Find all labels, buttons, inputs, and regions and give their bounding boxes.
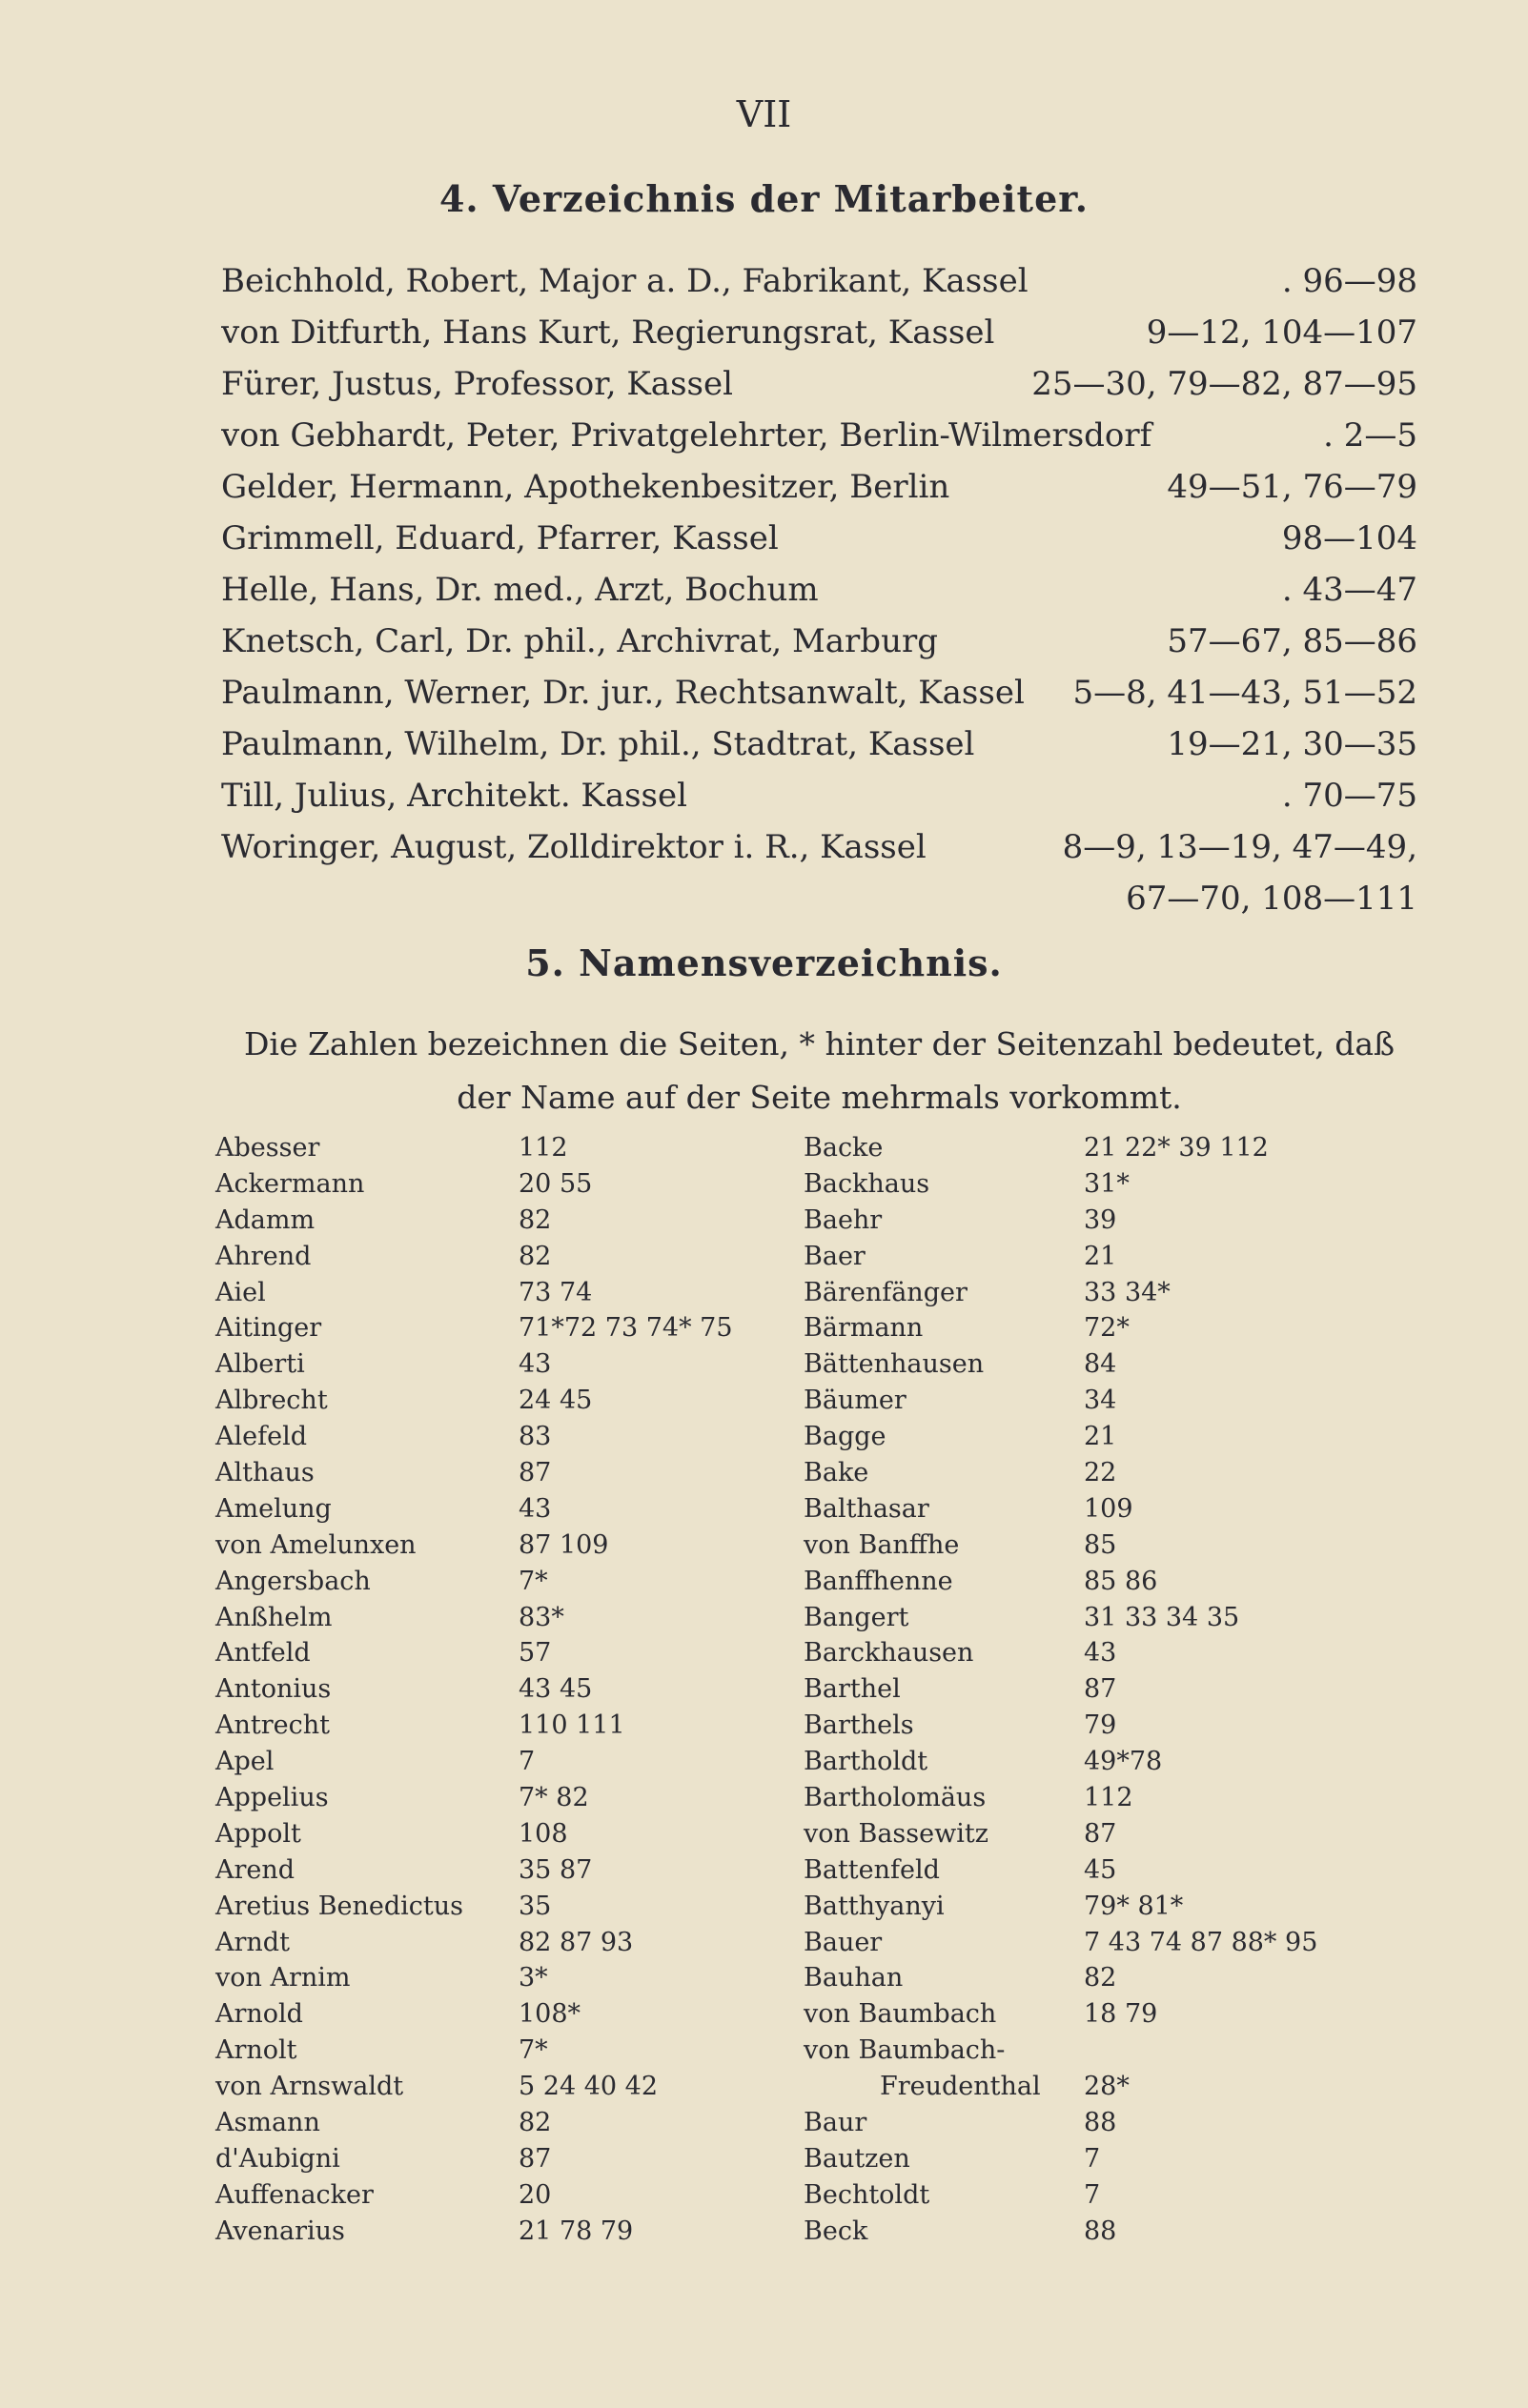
index-entry	[804, 1310, 1452, 1346]
index-entry	[215, 1744, 806, 1780]
index-name: Barckhausen	[804, 1638, 974, 1669]
contributor-name: Knetsch, Carl, Dr. phil., Archivrat, Marburg	[221, 622, 938, 660]
index-name: Baehr	[804, 1204, 883, 1235]
index-pages: 72*	[1084, 1313, 1130, 1344]
index-name: Aiel	[215, 1277, 266, 1307]
index-entry	[215, 2177, 806, 2214]
index-name: d'Aubigni	[215, 2143, 340, 2174]
index-entry	[215, 1816, 806, 1852]
index-pages: 45	[1084, 1854, 1117, 1885]
contributor-row	[221, 410, 1417, 461]
index-name: Arnold	[215, 1999, 303, 2030]
index-name: Freudenthal	[880, 2072, 1041, 2102]
index-pages: 7	[1084, 2179, 1101, 2210]
index-entry	[215, 1130, 806, 1166]
index-pages: 7*	[519, 2035, 548, 2066]
index-pages: 28*	[1084, 2072, 1130, 2102]
index-pages: 49*78	[1084, 1747, 1163, 1777]
contributors-list	[221, 255, 1417, 924]
contributor-name: von Ditfurth, Hans Kurt, Regierungsrat, Kassel	[221, 314, 995, 352]
index-entry	[215, 1239, 806, 1275]
contributor-pages: 25—30, 79—82, 87—95	[1026, 358, 1417, 410]
index-name: Bechtoldt	[804, 2179, 930, 2210]
index-pages: 87 109	[519, 1529, 609, 1560]
index-pages: 87	[519, 2143, 552, 2174]
index-entry	[804, 1528, 1452, 1564]
index-entry	[215, 1960, 806, 1996]
index-entry	[804, 1455, 1452, 1491]
index-entry	[804, 1383, 1452, 1419]
index-entry	[215, 1600, 806, 1636]
index-pages: 83	[519, 1422, 552, 1452]
index-entry	[804, 1203, 1452, 1239]
index-pages: 35	[519, 1891, 552, 1921]
index-name: Arndt	[215, 1927, 290, 1957]
index-entry	[215, 1346, 806, 1383]
index-pages: 18 79	[1084, 1999, 1158, 2030]
index-entry	[215, 1383, 806, 1419]
index-pages: 112	[1084, 1783, 1133, 1813]
index-pages: 31 33 34 35	[1084, 1602, 1240, 1632]
index-pages: 21 22* 39 112	[1084, 1133, 1269, 1163]
index-name: Banffhenne	[804, 1566, 953, 1596]
index-entry	[215, 1491, 806, 1528]
contributor-pages: . 96—98	[1276, 255, 1417, 307]
index-name: Alberti	[215, 1349, 305, 1380]
contributor-row	[221, 718, 1417, 770]
index-pages: 31*	[1084, 1168, 1130, 1199]
index-pages: 7 43 74 87 88* 95	[1084, 1927, 1318, 1957]
index-entry	[804, 1996, 1452, 2033]
index-entry	[215, 1310, 806, 1346]
index-name: Barthels	[804, 1710, 914, 1741]
index-entry	[804, 2069, 1452, 2105]
index-entry	[215, 2105, 806, 2141]
index-pages: 82	[1084, 1963, 1117, 1993]
index-name: Bartholdt	[804, 1747, 928, 1777]
index-name: Amelung	[215, 1493, 332, 1524]
index-pages: 82	[519, 2108, 552, 2138]
index-pages: 20	[519, 2179, 552, 2210]
index-name: Abesser	[215, 1133, 320, 1163]
index-name: Bättenhausen	[804, 1349, 985, 1380]
index-entry	[804, 2177, 1452, 2214]
index-entry	[804, 1925, 1452, 1961]
index-entry	[804, 1239, 1452, 1275]
index-name: von Banffhe	[804, 1529, 960, 1560]
index-pages: 83*	[519, 1602, 564, 1632]
index-entry	[804, 1780, 1452, 1816]
contributor-row	[221, 255, 1417, 307]
index-pages: 79* 81*	[1084, 1891, 1184, 1921]
index-pages: 79	[1084, 1710, 1117, 1741]
index-entry	[804, 2105, 1452, 2141]
index-name: Bake	[804, 1458, 869, 1488]
index-pages: 82	[519, 1204, 552, 1235]
index-pages: 35 87	[519, 1854, 593, 1885]
index-pages: 43 45	[519, 1674, 593, 1705]
index-pages: 21	[1084, 1422, 1117, 1452]
index-entry	[215, 2214, 806, 2250]
index-pages: 73 74	[519, 1277, 593, 1307]
index-entry	[804, 1166, 1452, 1203]
index-name: Bärenfänger	[804, 1277, 968, 1307]
index-pages: 84	[1084, 1349, 1117, 1380]
names-intro: Die Zahlen bezeichnen die Seiten, * hinter der Seitenzahl bedeutet, daß der Name auf der Seite mehrmals vorkommt.	[243, 1025, 1396, 1116]
index-name: Althaus	[215, 1458, 315, 1488]
index-entry	[215, 1203, 806, 1239]
index-name: Bautzen	[804, 2143, 910, 2174]
contributor-name: Fürer, Justus, Professor, Kassel	[221, 365, 733, 403]
index-entry	[804, 1708, 1452, 1744]
index-entry	[804, 1600, 1452, 1636]
index-entry	[804, 1346, 1452, 1383]
contributor-row	[221, 770, 1417, 821]
contributor-name: von Gebhardt, Peter, Privatgelehrter, Berlin-Wilmersdorf	[221, 416, 1152, 455]
index-entry	[804, 2214, 1452, 2250]
index-name: von Amelunxen	[215, 1529, 417, 1560]
contributor-name: Till, Julius, Architekt. Kassel	[221, 777, 687, 815]
index-pages: 87	[1084, 1818, 1117, 1849]
contributor-pages: 8—9, 13—19, 47—49,	[1057, 821, 1417, 873]
index-name: Auffenacker	[215, 2179, 374, 2210]
index-name: Backe	[804, 1133, 884, 1163]
index-name: von Bassewitz	[804, 1818, 988, 1849]
contributor-pages: 67—70, 108—111	[1120, 873, 1417, 924]
index-name: von Baumbach	[804, 1999, 997, 2030]
index-name: Backhaus	[804, 1168, 930, 1199]
index-entry	[215, 1671, 806, 1708]
page-number: VII	[736, 93, 792, 135]
contributor-row	[221, 461, 1417, 513]
index-name: Aitinger	[215, 1313, 322, 1344]
index-name: Bäumer	[804, 1386, 907, 1416]
contributors-heading: 4. Verzeichnis der Mitarbeiter.	[438, 177, 1090, 220]
index-entry	[804, 1564, 1452, 1600]
index-entry	[804, 1419, 1452, 1455]
index-pages: 7* 82	[519, 1783, 589, 1813]
index-entry	[215, 1708, 806, 1744]
index-entry	[804, 2141, 1452, 2177]
index-entry	[804, 1275, 1452, 1311]
index-name: Bauer	[804, 1927, 883, 1957]
index-pages: 43	[519, 1493, 552, 1524]
index-name: Batthyanyi	[804, 1891, 945, 1921]
index-pages: 112	[519, 1133, 568, 1163]
contributor-pages: 19—21, 30—35	[1161, 718, 1417, 770]
index-entry	[215, 1419, 806, 1455]
index-name: Barthel	[804, 1674, 901, 1705]
index-name: von Baumbach-	[804, 2035, 1006, 2066]
index-pages: 43	[1084, 1638, 1117, 1669]
index-column-right	[804, 1130, 1452, 2250]
index-name: Appelius	[215, 1783, 329, 1813]
index-pages: 71*72 73 74* 75	[519, 1313, 733, 1344]
index-entry	[804, 1491, 1452, 1528]
index-pages: 22	[1084, 1458, 1117, 1488]
contributor-name: Woringer, August, Zolldirektor i. R., Kassel	[221, 828, 927, 866]
index-name: Antonius	[215, 1674, 332, 1705]
index-name: Antrecht	[215, 1710, 330, 1741]
index-entry	[804, 1671, 1452, 1708]
index-pages: 34	[1084, 1386, 1117, 1416]
contributor-pages: 5—8, 41—43, 51—52	[1067, 667, 1417, 718]
contributor-name: Helle, Hans, Dr. med., Arzt, Bochum	[221, 571, 819, 609]
index-pages: 88	[1084, 2108, 1117, 2138]
index-entry	[804, 1852, 1452, 1889]
index-pages: 33 34*	[1084, 1277, 1171, 1307]
index-pages: 21 78 79	[519, 2216, 634, 2246]
index-pages: 39	[1084, 1204, 1117, 1235]
index-pages: 7*	[519, 1566, 548, 1596]
index-name: Bartholomäus	[804, 1783, 987, 1813]
contributor-pages: 57—67, 85—86	[1161, 616, 1417, 667]
index-entry	[215, 2033, 806, 2069]
contributor-row	[221, 564, 1417, 616]
index-entry	[215, 1852, 806, 1889]
index-entry	[804, 1960, 1452, 1996]
contributor-row	[221, 513, 1417, 564]
contributor-name: Grimmell, Eduard, Pfarrer, Kassel	[221, 519, 779, 557]
index-name: Adamm	[215, 1204, 316, 1235]
index-entry	[804, 1816, 1452, 1852]
index-pages: 82	[519, 1241, 552, 1271]
index-name: Beck	[804, 2216, 868, 2246]
index-pages: 109	[1084, 1493, 1133, 1524]
index-pages: 7	[1084, 2143, 1101, 2174]
contributor-row	[221, 616, 1417, 667]
contributor-row	[221, 821, 1417, 873]
index-entry	[215, 2141, 806, 2177]
contributor-pages: 49—51, 76—79	[1161, 461, 1417, 513]
index-pages: 110 111	[519, 1710, 625, 1741]
contributor-row	[221, 358, 1417, 410]
index-pages: 24 45	[519, 1386, 593, 1416]
index-pages: 3*	[519, 1963, 548, 1993]
index-name: Battenfeld	[804, 1854, 940, 1885]
index-name: von Arnswaldt	[215, 2072, 404, 2102]
index-pages: 5 24 40 42	[519, 2072, 658, 2102]
index-entry	[215, 1455, 806, 1491]
index-entry	[215, 2069, 806, 2105]
index-name: Anßhelm	[215, 1602, 333, 1632]
index-entry	[215, 1996, 806, 2033]
contributor-name: Beichhold, Robert, Major a. D., Fabrikant, Kassel	[221, 262, 1029, 300]
index-name: Arend	[215, 1854, 295, 1885]
index-name: Antfeld	[215, 1638, 311, 1669]
contributor-pages: . 43—47	[1276, 564, 1417, 616]
index-entry	[215, 1780, 806, 1816]
index-pages: 20 55	[519, 1168, 593, 1199]
index-entry	[215, 1528, 806, 1564]
index-name: Avenarius	[215, 2216, 345, 2246]
contributor-name: Gelder, Hermann, Apothekenbesitzer, Berlin	[221, 468, 950, 506]
contributor-row	[221, 667, 1417, 718]
contributor-pages: 9—12, 104—107	[1141, 307, 1417, 358]
names-heading: 5. Namensverzeichnis.	[525, 941, 1003, 984]
index-pages: 21	[1084, 1241, 1117, 1271]
index-name: Appolt	[215, 1818, 301, 1849]
index-entry	[215, 1564, 806, 1600]
index-name: Aretius Benedictus	[215, 1891, 464, 1921]
index-name: Arnolt	[215, 2035, 297, 2066]
index-pages: 43	[519, 1349, 552, 1380]
index-entry	[804, 1130, 1452, 1166]
index-name: Bangert	[804, 1602, 909, 1632]
index-pages: 82 87 93	[519, 1927, 634, 1957]
index-entry	[804, 2033, 1452, 2069]
index-name: Baer	[804, 1241, 866, 1271]
contributor-name: Paulmann, Wilhelm, Dr. phil., Stadtrat, Kassel	[221, 725, 975, 763]
contributor-pages: . 70—75	[1276, 770, 1417, 821]
index-pages: 57	[519, 1638, 552, 1669]
contributor-name: Paulmann, Werner, Dr. jur., Rechtsanwalt, Kassel	[221, 674, 1025, 712]
index-name: Baur	[804, 2108, 867, 2138]
index-name: Ackermann	[215, 1168, 365, 1199]
index-entry	[215, 1889, 806, 1925]
index-name: Albrecht	[215, 1386, 328, 1416]
index-entry	[804, 1744, 1452, 1780]
index-name: Bärmann	[804, 1313, 924, 1344]
index-name: von Arnim	[215, 1963, 351, 1993]
index-pages: 87	[519, 1458, 552, 1488]
index-entry	[215, 1635, 806, 1671]
index-entry	[215, 1275, 806, 1311]
index-name: Asmann	[215, 2108, 320, 2138]
index-name: Bagge	[804, 1422, 886, 1452]
index-name: Angersbach	[215, 1566, 371, 1596]
contributor-pages: 98—104	[1276, 513, 1417, 564]
contributor-pages: . 2—5	[1317, 410, 1417, 461]
index-pages: 85	[1084, 1529, 1117, 1560]
index-name: Balthasar	[804, 1493, 929, 1524]
index-entry	[215, 1925, 806, 1961]
index-pages: 7	[519, 1747, 536, 1777]
index-pages: 87	[1084, 1674, 1117, 1705]
index-pages: 85 86	[1084, 1566, 1158, 1596]
index-pages: 88	[1084, 2216, 1117, 2246]
contributor-row	[221, 307, 1417, 358]
index-entry	[804, 1889, 1452, 1925]
index-entry	[804, 1635, 1452, 1671]
index-name: Apel	[215, 1747, 275, 1777]
index-pages: 108*	[519, 1999, 581, 2030]
contributor-row	[221, 873, 1417, 924]
index-pages: 108	[519, 1818, 568, 1849]
index-column-left	[215, 1130, 806, 2250]
index-name: Ahrend	[215, 1241, 312, 1271]
index-name: Alefeld	[215, 1422, 308, 1452]
index-name: Bauhan	[804, 1963, 904, 1993]
index-entry	[215, 1166, 806, 1203]
